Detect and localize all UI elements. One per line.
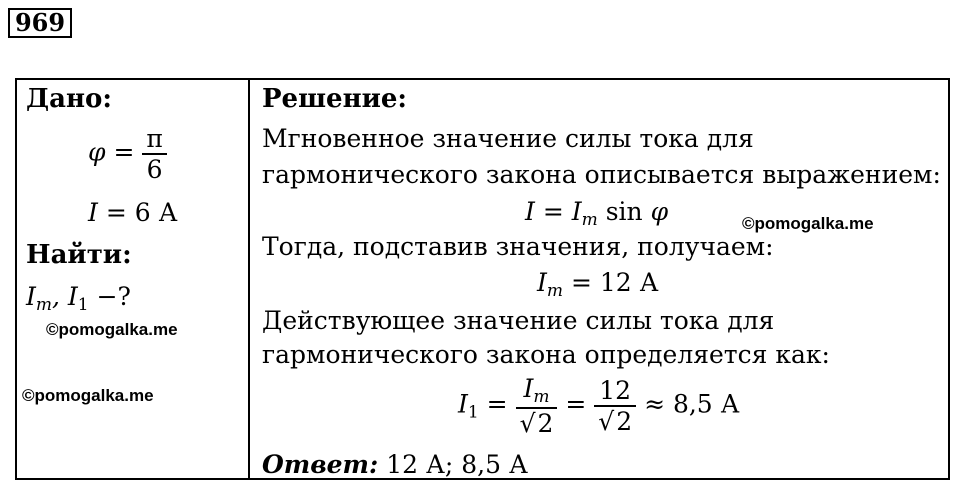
solution-line-3: Тогда, подставив значения, получаем: (262, 232, 774, 261)
find-header: Найти: (26, 240, 132, 270)
f2-im: I (537, 268, 547, 297)
equals-sign: = (105, 198, 127, 227)
given-header: Дано: (26, 84, 112, 114)
answer-label: Ответ: (262, 450, 379, 479)
given-phi (88, 124, 167, 184)
f2-sub: m (546, 281, 564, 301)
problem-number: 969 (8, 8, 72, 38)
f3-sub: 1 (467, 402, 479, 423)
f3-numerator-2: 12 (594, 376, 636, 407)
find-question: −? (88, 282, 131, 311)
f3-eq2: = (565, 389, 595, 419)
f3-den: 2 (537, 409, 554, 438)
solution-line-2: гармонического закона описывается выражением: (262, 160, 941, 189)
f1-eq: = (534, 197, 572, 226)
f1-phi: φ (650, 197, 669, 226)
f3-num-i: I (523, 374, 534, 403)
answer (262, 450, 528, 479)
f1-sub: m (581, 210, 598, 230)
answer-value: 12 А; 8,5 А (378, 450, 528, 479)
sqrt-symbol: √2 (519, 409, 554, 438)
f1-i: I (525, 197, 535, 226)
find-i1-sub: 1 (77, 295, 89, 315)
column-divider (248, 78, 250, 480)
solution-header: Решение: (262, 84, 408, 114)
phi-denominator: 6 (146, 155, 163, 184)
find-quantities (26, 282, 131, 315)
f1-sin: sin (597, 197, 651, 226)
f3-denominator-2 (594, 407, 636, 436)
phi-numerator: π (142, 124, 166, 155)
solution-line-4: Действующее значение силы тока для (262, 306, 775, 335)
find-i1: , I (52, 282, 78, 311)
phi-fraction (142, 124, 166, 184)
watermark: ©pomogalka.me (22, 386, 154, 405)
f3-fraction-2 (594, 376, 636, 436)
current-value: 6 А (134, 198, 178, 227)
solution-line-5: гармонического закона определяется как: (262, 340, 830, 369)
f3-denominator-1 (516, 409, 558, 438)
equals-sign: = (113, 137, 135, 167)
f3-fraction-1 (516, 374, 558, 438)
watermark: ©pomogalka.me (46, 320, 178, 339)
current-symbol: I (88, 198, 98, 227)
f3-eq: = (478, 389, 516, 419)
formula-effective-current (458, 374, 740, 438)
sqrt-symbol: √2 (598, 407, 633, 436)
formula-instant-current (525, 197, 668, 230)
watermark: ©pomogalka.me (742, 214, 874, 233)
f3-den2: 2 (616, 407, 633, 436)
f3-num-sub: m (533, 387, 550, 407)
f3-numerator-1 (516, 374, 558, 409)
f3-result: ≈ 8,5 А (644, 389, 740, 419)
given-current (88, 198, 178, 227)
phi-symbol: φ (88, 137, 106, 167)
f1-im: I (571, 197, 582, 226)
formula-amplitude (537, 268, 659, 301)
f3-i: I (458, 389, 468, 419)
find-im-sub: m (35, 295, 53, 315)
solution-line-1: Мгновенное значение силы тока для (262, 124, 754, 153)
f2-rest: = 12 А (563, 268, 659, 297)
find-im: I (26, 282, 36, 311)
